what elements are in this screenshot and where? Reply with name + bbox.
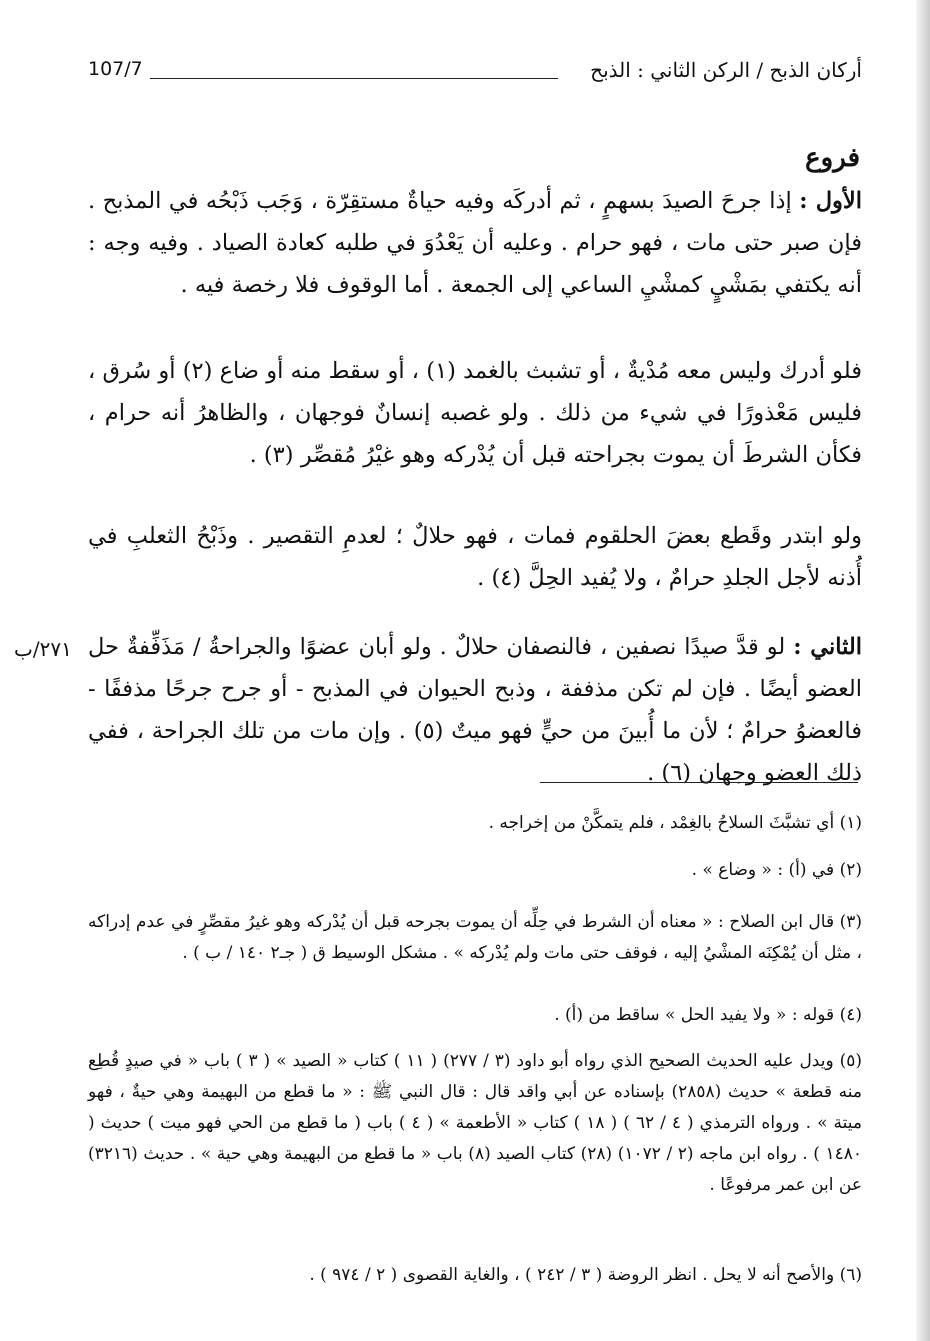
footnote-1: (١) أي تشبَّثَ السلاحُ بالغِمْد ، فلم يتمكَّنْ من إخراجه . <box>488 813 862 833</box>
paragraph-lead: الثاني : <box>793 634 862 660</box>
page-edge-shadow <box>916 0 930 1341</box>
paragraph-text: فلو أدرك وليس معه مُدْيةٌ ، أو تشبث بالغمد (١) ، أو سقط منه أو ضاع (٢) أو سُرق ، فليس مَعْذورًا في شيء من ذلك . ولو غصبه إنسانٌ فوجهان ، والظاهرُ أنه حرام ، فكأن الشرطَ أن يموت بجراحته قبل أن يُدْركه وهو غيْرُ مُقصِّر (٣) . <box>88 358 862 468</box>
paragraph-text: لو قدَّ صيدًا نصفين ، فالنصفان حلالٌ . ولو أبان عضوًا والجراحةُ / مَذَفِّفةٌ حل العضو أيضًا . فإن لم تكن مذففة ، وذبح الحيوان في المذبح - أو جرح جرحًا مذففًا - فالعضوُ حرامٌ ؛ لأن ما أُبينَ من حيٍّ فهو ميتٌ (٥) . وإن مات من تلك الجراحة ، ففي ذلك العضو وجهان (٦) . <box>88 634 863 786</box>
folio-number: 107/7 <box>88 58 143 80</box>
paragraph-first <box>88 180 862 306</box>
section-heading: فروع <box>805 143 860 173</box>
paragraph-text: ولو ابتدر وقَطع بعضَ الحلقوم فمات ، فهو حلالٌ ؛ لعدمِ التقصير . وذَبْحُ الثعلبِ في أُذنه لأجل الجلدِ حرامٌ ، ولا يُفيد الحِلَّ (٤) . <box>88 523 862 591</box>
page-header <box>88 58 862 88</box>
running-title: أركان الذبح / الركن الثاني : الذبح <box>590 58 862 82</box>
paragraph-third <box>88 515 862 599</box>
footnote-separator <box>540 782 858 783</box>
paragraph-text: إذا جرحَ الصيدَ بسهمٍ ، ثم أدركَه وفيه حياةٌ مستقِرّة ، وَجَب ذَبْحُه في المذبح . فإن صبر حتى مات ، فهو حرام . وعليه أن يَعْدُوَ في طلبه كعادة الصياد . وفيه وجه : أنه يكتفي بمَشْيٍ كمشْيِ الساعي إلى الجمعة . أما الوقوف فلا رخصة فيه . <box>88 188 862 298</box>
footnote-4: (٤) قوله : « ولا يفيد الحل » ساقط من (أ) . <box>554 1005 862 1025</box>
header-rule <box>150 78 558 79</box>
footnote-3: (٣) قال ابن الصلاح : « معناه أن الشرط في حِلِّه أن يموت بجرحه قبل أن يُدْركه وهو غيرُ مقصِّرٍ في عدم إدراكه ، مثل أن يُمْكِنَه المشْيُ إليه ، فوقف حتى مات ولم يُدْركه » . مشكل الوسيط ق ( جـ٢ ١٤٠ / ب ) . <box>88 912 862 963</box>
paragraph-fourth <box>88 626 862 794</box>
footnote-2: (٢) في (أ) : « وضاع » . <box>691 860 862 880</box>
paragraph-second <box>88 350 862 476</box>
manuscript-folio-note: ٢٧١/ب <box>14 637 72 661</box>
footnote-6: (٦) والأصح أنه لا يحل . انظر الروضة ( ٣ / ٢٤٢ ) ، والغاية القصوى ( ٢ / ٩٧٤ ) . <box>309 1265 862 1285</box>
paragraph-lead: الأول : <box>799 188 863 214</box>
footnote-5: (٥) ويدل عليه الحديث الصحيح الذي رواه أبو داود (٣ / ٢٧٧) ( ١١ ) كتاب « الصيد » ( ٣ ) باب « في صيدٍ قُطِع منه قطعة » حديث (٢٨٥٨) بإسناده عن أبي واقد قال : قال النبي ﷺ : « ما قطع من البهيمة وهي حيةٌ ، فهو ميتة » . ورواه الترمذي ( ٤ / ٦٢ ) ( ١٨ ) كتاب « الأطعمة » ( ٤ ) باب ( ما قطع من الحي فهو ميت ) حديث ( ١٤٨٠ ) . رواه ابن ماجه (٢ / ١٠٧٢) (٢٨) كتاب الصيد (٨) باب « ما قطع من البهيمة وهي حية » . حديث (٣٢١٦) عن ابن عمر مرفوعًا . <box>88 1051 863 1195</box>
